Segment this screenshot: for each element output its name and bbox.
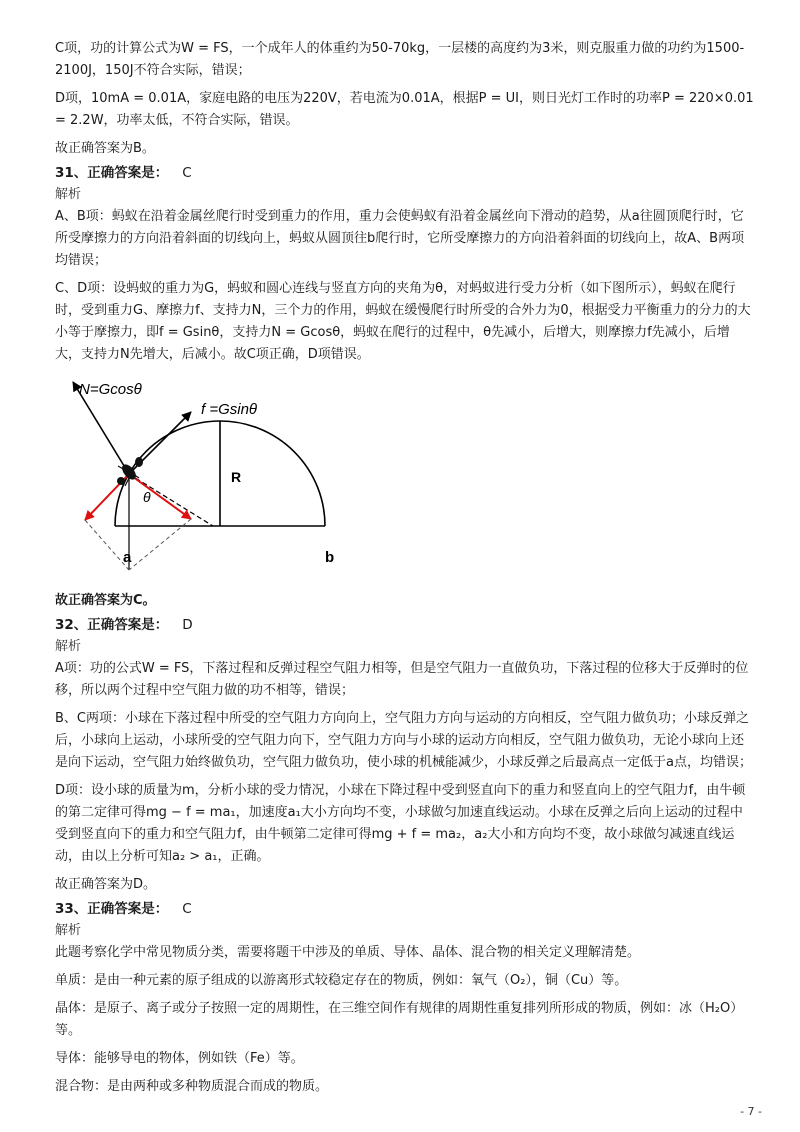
q33-mixture-definition: 混合物：是由两种或多种物质混合而成的物质。: [55, 1079, 329, 1094]
theta-label: θ: [143, 489, 151, 505]
q33-heading: [55, 898, 755, 920]
gravity-component-arrow-2: [129, 474, 191, 519]
normal-force-label: N=Gcosθ: [79, 381, 142, 398]
q30-option-d-explanation: D项，10mA = 0.01A，家庭电路的电压为220V，若电流为0.01A，根据P = UI，则日光灯工作时的功率P = 220×0.01 = 2.2W，功率太低，不符合实际，错误。: [55, 91, 754, 128]
q31-analysis-label: 解析: [55, 187, 82, 202]
q33-analysis-label: 解析: [55, 923, 82, 938]
q32-number: 32、正确答案是：: [55, 617, 169, 633]
q31-conclusion: 故正确答案为C。: [55, 593, 156, 608]
force-diagram: [63, 378, 363, 588]
q33-number: 33、正确答案是：: [55, 901, 169, 917]
q30-conclusion: 故正确答案为B。: [55, 141, 155, 156]
q33-conductor-definition: 导体：能够导电的物体，例如铁（Fe）等。: [55, 1051, 304, 1066]
q31-number: 31、正确答案是：: [55, 165, 169, 181]
q32-option-a-explanation: A项：功的公式W = FS，下落过程和反弹过程空气阻力相等，但是空气阻力一直做负功，下落过程的位移大于反弹时的位移，所以两个过程中空气阻力做的功不相等，错误；: [55, 661, 749, 698]
q31-answer: C: [182, 165, 192, 181]
page-content: [55, 38, 755, 1104]
q32-heading: [55, 614, 755, 636]
q32-option-d-explanation: D项：设小球的质量为m，分析小球的受力情况，小球在下降过程中受到竖直向下的重力和竖直向上的空气阻力f，由牛顿的第二定律可得mg − f = ma₁，加速度a₁大小方向均不变，小球做匀加速直线运动。小球在反弹之后向上运动的过程中受到竖直向下的重力和空气阻力f，由牛顿第二定律可得mg + f = ma₂，a₂大小和方向均不变，故小球做匀减速直线运动，由以上分析可知a₂ > a₁，正确。: [55, 783, 746, 864]
center-connection-line: [129, 474, 213, 526]
q32-analysis-label: 解析: [55, 639, 82, 654]
q33-intro: 此题考察化学中常见物质分类，需要将题干中涉及的单质、导体、晶体、混合物的相关定义理解清楚。: [55, 945, 641, 960]
q33-answer: C: [182, 901, 192, 917]
q31-heading: [55, 162, 755, 184]
point-a-label: a: [123, 549, 132, 566]
friction-force-label: f =Gsinθ: [201, 401, 258, 418]
force-diagram-svg: [63, 378, 363, 588]
q32-option-bc-explanation: B、C两项：小球在下落过程中所受的空气阻力方向向上，空气阻力方向与运动的方向相反，空气阻力做负功；小球反弹之后，小球向上运动，小球所受的空气阻力向下，空气阻力方向与小球的运动方向相反，空气阻力做负功，无论小球向上还是向下运动，空气阻力始终做负功，空气阻力做负功，使小球的机械能减少，小球反弹之后最高点一定低于a点，均错误；: [55, 711, 752, 770]
q33-crystal-definition: 晶体：是原子、离子或分子按照一定的周期性，在三维空间作有规律的周期性重复排列所形成的物质，例如：冰（H₂O）等。: [55, 1001, 744, 1038]
point-b-label: b: [325, 549, 335, 566]
q30-option-c-explanation: C项，功的计算公式为W = FS，一个成年人的体重约为50-70kg，一层楼的高度约为3米，则克服重力做的功约为1500-2100J，150J不符合实际，错误；: [55, 41, 745, 78]
radius-label: R: [231, 469, 242, 485]
q31-option-ab-explanation: A、B项：蚂蚁在沿着金属丝爬行时受到重力的作用，重力会使蚂蚁有沿着金属丝向下滑动的趋势，从a往圆顶爬行时，它所受摩擦力的方向沿着斜面的切线向上，蚂蚁从圆顶往b爬行时，它所受摩擦力的方向沿着斜面的切线向上，故A、B两项均错误；: [55, 209, 745, 268]
q32-conclusion: 故正确答案为D。: [55, 877, 157, 892]
q32-answer: D: [182, 617, 193, 633]
q33-elemental-definition: 单质：是由一种元素的原子组成的以游离形式较稳定存在的物质，例如：氧气（O₂），铜（Cu）等。: [55, 973, 628, 988]
page-number: - 7 -: [740, 1105, 762, 1118]
q31-option-cd-explanation: C、D项：设蚂蚁的重力为G，蚂蚁和圆心连线与竖直方向的夹角为θ，对蚂蚁进行受力分析（如下图所示），蚂蚁在爬行时，受到重力G、摩擦力f、支持力N，三个力的作用，蚂蚁在缓慢爬行时所受的合外力为0，根据受力平衡重力的分力的大小等于摩擦力，即f = Gsinθ，支持力N = Gcosθ，蚂蚁在爬行的过程中，θ先减小，后增大，则摩擦力f先减小，后增大，支持力N先增大，后减小。故C项正确，D项错误。: [55, 281, 751, 362]
